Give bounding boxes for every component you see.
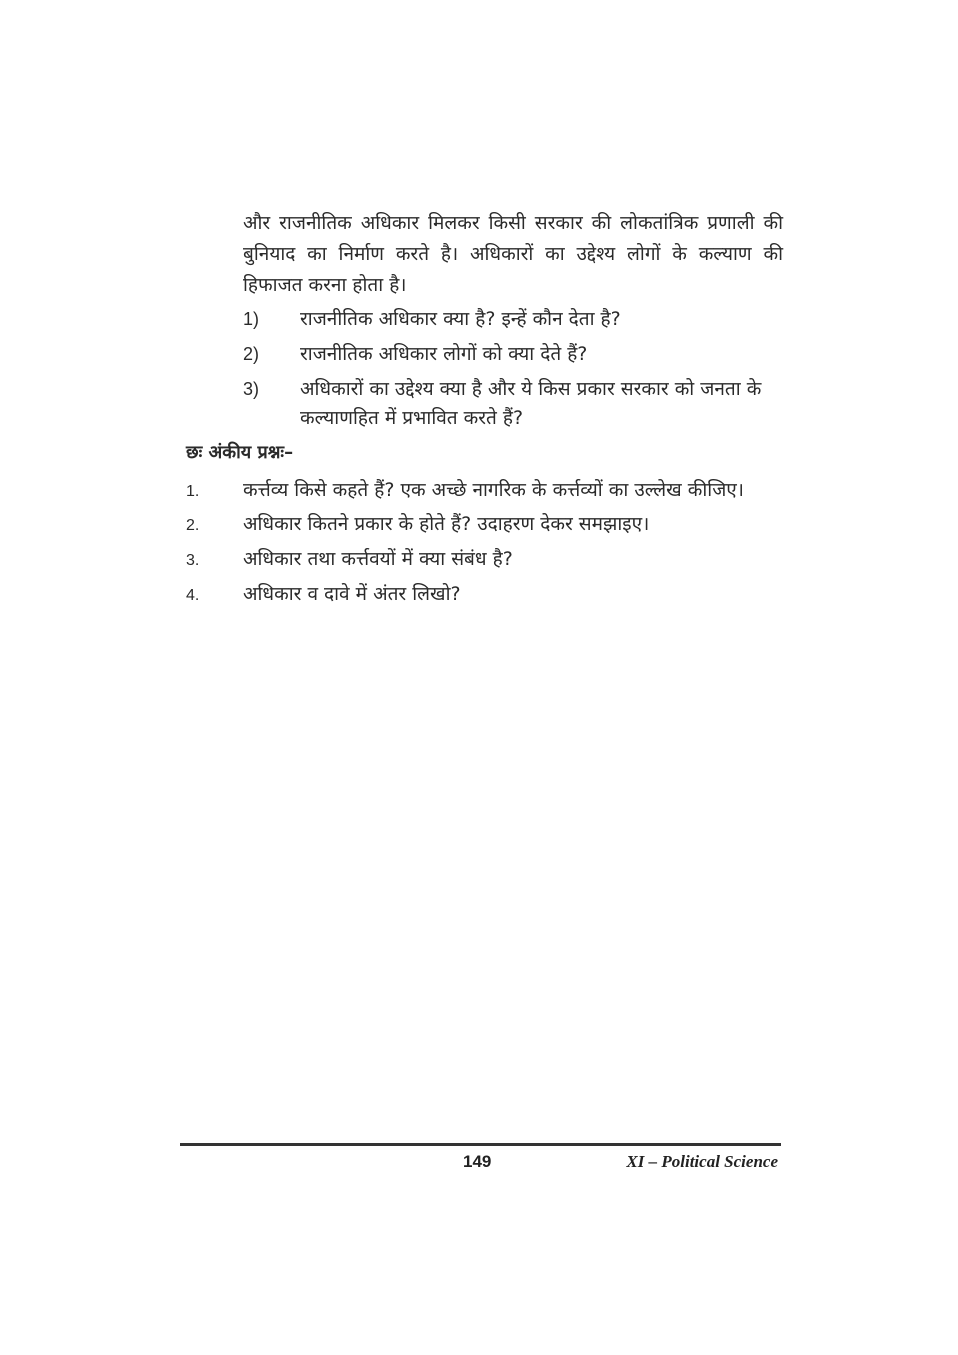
book-title: XI – Political Science (626, 1152, 778, 1171)
question-item (186, 509, 786, 539)
question-number: 2. (186, 517, 200, 534)
sub-question-text: राजनीतिक अधिकार लोगों को क्या देते हैं? (300, 343, 588, 365)
question-text: कर्त्तव्य किसे कहते हैं? एक अच्छे नागरिक के कर्त्तव्यों का उल्लेख कीजिए। (243, 479, 744, 501)
question-text: अधिकार व दावे में अंतर लिखो? (243, 583, 461, 605)
sub-question-item (243, 340, 783, 369)
body-paragraph: और राजनीतिक अधिकार मिलकर किसी सरकार की लोकतांत्रिक प्रणाली की बुनियाद का निर्माण करते है। अधिकारों का उद्देश्य लोगों के कल्याण की हिफाजत करना होता है। (243, 212, 783, 296)
question-number: 3. (186, 552, 200, 569)
sub-question-item (243, 375, 783, 433)
section-heading: छः अंकीय प्रश्नः– (186, 442, 294, 463)
footer-divider (180, 1143, 781, 1146)
sub-question-number: 2) (243, 344, 260, 364)
sub-question-number: 3) (243, 379, 260, 399)
sub-question-text: राजनीतिक अधिकार क्या है? इन्हें कौन देता है? (300, 308, 621, 330)
question-number: 1. (186, 483, 200, 500)
question-item (186, 544, 786, 574)
sub-question-text: अधिकारों का उद्देश्य क्या है और ये किस प्रकार सरकार को जनता के कल्याणहित में प्रभावित करते हैं? (300, 378, 762, 429)
question-text: अधिकार तथा कर्त्तवयों में क्या संबंध है? (243, 548, 513, 570)
question-number: 4. (186, 587, 200, 604)
question-text: अधिकार कितने प्रकार के होते हैं? उदाहरण देकर समझाइए। (243, 513, 650, 535)
page-number: 149 (463, 1152, 492, 1171)
question-item (186, 579, 786, 609)
sub-question-number: 1) (243, 309, 260, 329)
question-item (186, 475, 786, 505)
sub-question-item (243, 305, 783, 334)
